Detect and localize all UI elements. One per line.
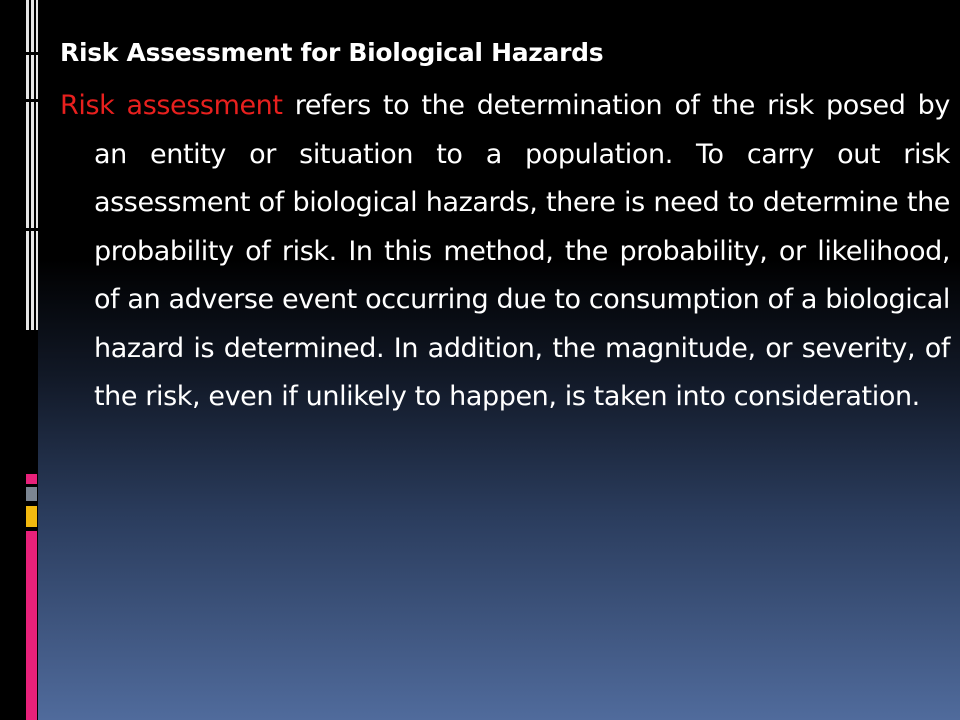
accent-bar-gray: [26, 487, 37, 501]
highlighted-term: Risk assessment: [60, 90, 283, 121]
decorative-lines-icon: [20, 0, 38, 330]
body-text-rest: refers to the determination of the risk posed by an entity or situation to a population. To carry out risk assessment of biological hazards, there is need to determine the probability of risk. In this method, the probability, or likelihood, of an adverse event occurring due to consumption of a biological hazard is determined. In addition, the magnitude, or severity, of the risk, even if unlikely to happen, is taken into consideration.: [94, 90, 950, 412]
slide-title: Risk Assessment for Biological Hazards: [60, 38, 604, 67]
slide-content: [60, 34, 950, 422]
accent-bar-pink-top: [26, 474, 37, 484]
accent-bar-yellow: [26, 506, 37, 527]
accent-bar-pink-bottom: [26, 531, 37, 720]
slide-body-paragraph: [60, 82, 950, 422]
